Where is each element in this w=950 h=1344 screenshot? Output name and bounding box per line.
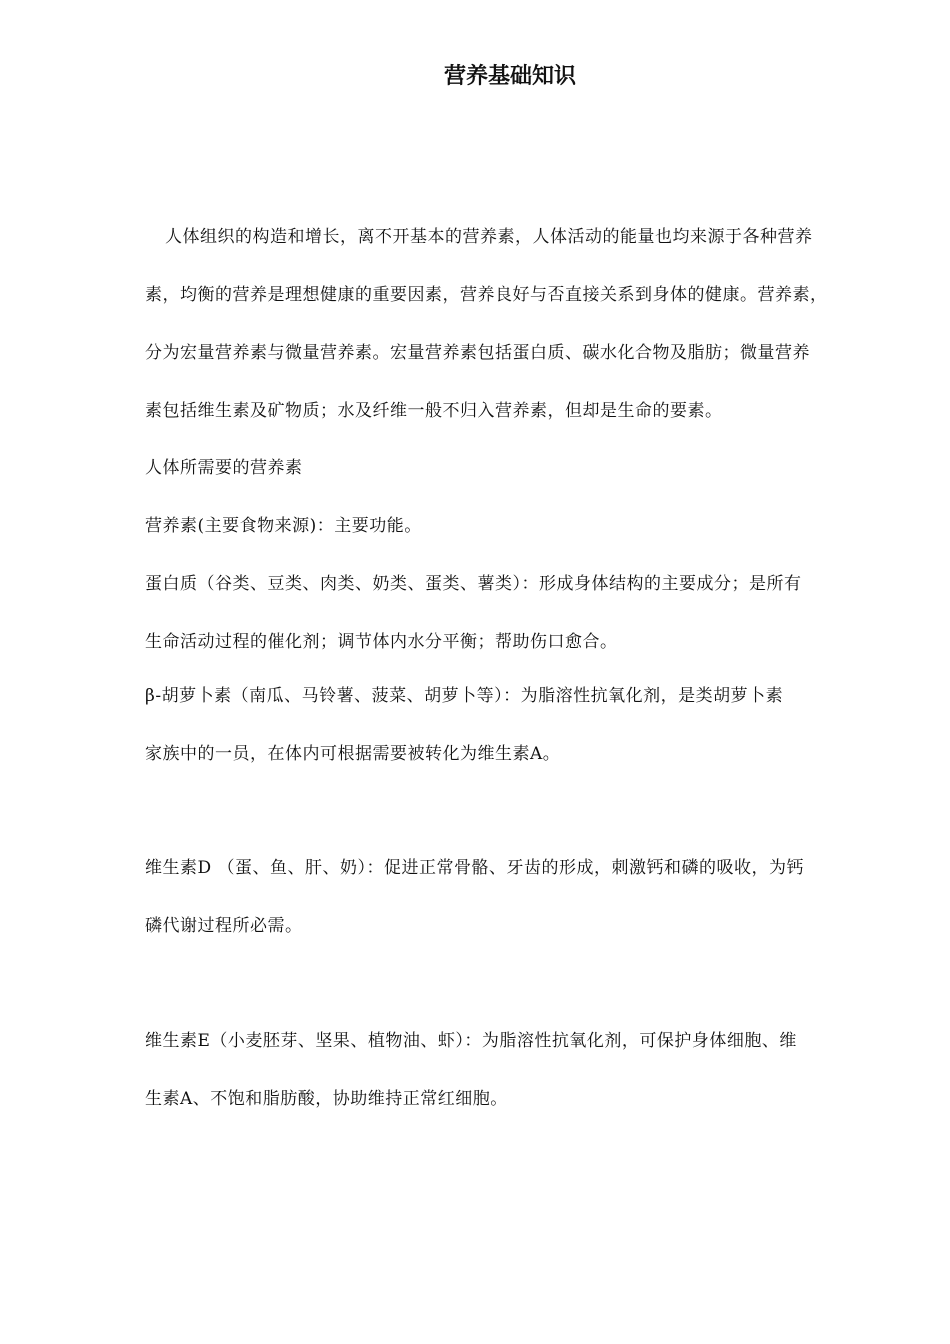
text-line: 人体组织的构造和增长，离不开基本的营养素，人体活动的能量也均来源于各种营养 xyxy=(165,227,813,247)
text-line: 维生素E（小麦胚芽、坚果、植物油、虾）：为脂溶性抗氧化剂，可保护身体细胞、维 xyxy=(145,1031,797,1051)
vitamin-e-paragraph xyxy=(145,1012,885,1128)
vitamin-d-paragraph xyxy=(145,839,885,955)
protein-paragraph xyxy=(145,555,885,671)
section-heading-block xyxy=(145,439,885,555)
text-line: 素包括维生素及矿物质；水及纤维一般不归入营养素，但却是生命的要素。 xyxy=(145,401,723,421)
legend-line: 营养素(主要食物来源)：主要功能。 xyxy=(145,516,422,536)
text-line: 蛋白质（谷类、豆类、肉类、奶类、蛋类、薯类）：形成身体结构的主要成分；是所有 xyxy=(145,574,802,594)
text-line: 家族中的一员，在体内可根据需要被转化为维生素A。 xyxy=(145,744,561,764)
intro-paragraph xyxy=(145,208,885,440)
text-line: 素，均衡的营养是理想健康的重要因素，营养良好与否直接关系到身体的健康。营养素， xyxy=(145,285,828,305)
document-title: 营养基础知识 xyxy=(443,64,576,89)
text-line: 分为宏量营养素与微量营养素。宏量营养素包括蛋白质、碳水化合物及脂肪；微量营养 xyxy=(145,343,810,363)
section-heading: 人体所需要的营养素 xyxy=(145,458,303,478)
text-line: β-胡萝卜素（南瓜、马铃薯、菠菜、胡萝卜等）：为脂溶性抗氧化剂，是类胡萝卜素 xyxy=(145,686,784,706)
carotene-paragraph xyxy=(145,667,885,783)
text-line: 维生素D （蛋、鱼、肝、奶）：促进正常骨骼、牙齿的形成，刺激钙和磷的吸收，为钙 xyxy=(145,858,805,878)
text-line: 生素A、不饱和脂肪酸，协助维持正常红细胞。 xyxy=(145,1089,508,1109)
text-line: 生命活动过程的催化剂；调节体内水分平衡；帮助伤口愈合。 xyxy=(145,632,618,652)
text-line: 磷代谢过程所必需。 xyxy=(145,916,303,936)
